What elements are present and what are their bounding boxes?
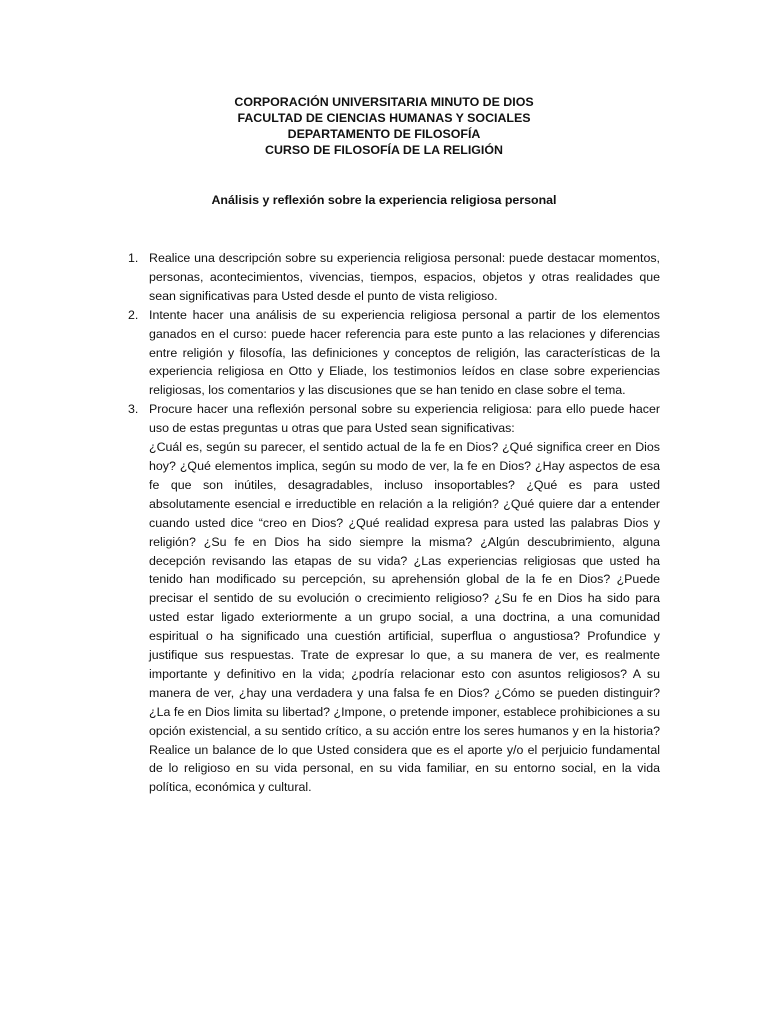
document-header: [0, 94, 768, 158]
header-department: DEPARTAMENTO DE FILOSOFÍA: [287, 127, 481, 141]
document-title: Análisis y reflexión sobre la experiencia religiosa personal: [211, 193, 557, 207]
header-faculty: FACULTAD DE CIENCIAS HUMANAS Y SOCIALES: [237, 111, 531, 125]
list-item-text: [149, 400, 660, 797]
list-item-number: 3.: [128, 402, 139, 417]
list-item-number: 1.: [128, 251, 139, 265]
list-item-text: [149, 306, 660, 401]
list-item: [128, 400, 660, 797]
list-item: [128, 306, 660, 401]
list-item-paragraph: Realice una descripción sobre su experiencia religiosa personal: puede destacar momentos, personas, acontecimientos, vivencias, tiempos, espacios, objetos y otras realidades que sean significativas para Usted desde el punto de vista religioso.: [149, 251, 660, 303]
header-institution: CORPORACIÓN UNIVERSITARIA MINUTO DE DIOS: [234, 95, 534, 109]
list-item: [128, 249, 660, 306]
instruction-list: [128, 249, 660, 797]
list-item-paragraph: Procure hacer una reflexión personal sobre su experiencia religiosa: para ello puede hacer uso de estas preguntas u otras que para Usted sean significativas:: [149, 402, 660, 436]
list-item-number: 2.: [128, 307, 139, 322]
reflection-questions: ¿Cuál es, según su parecer, el sentido actual de la fe en Dios? ¿Qué significa creer en Dios hoy? ¿Qué elementos implica, según su modo de ver, la fe en Dios? ¿Hay aspectos de esa fe que son inútiles, desagradables, incluso insoportables? ¿Qué es para usted absolutamente esencial e irreductible en relación a la religión? ¿Qué quiere dar a entender cuando usted dice “creo en Dios? ¿Qué realidad expresa para usted las palabras Dios y religión? ¿Su fe en Dios ha sido siempre la misma? ¿Algún descubrimiento, alguna decepción revisando las etapas de su vida? ¿Las experiencias religiosas que usted ha tenido han modificado su percepción, su aprehensión global de la fe en Dios? ¿Puede precisar el sentido de su evolución o crecimiento religioso? ¿Su fe en Dios ha sido para usted estar ligado exteriormente a un grupo social, a una doctrina, a una comunidad espiritual o ha significado una cuestión artificial, superflua o angustiosa? Profundice y justifique sus respuestas. Trate de expresar lo que, a su manera de ver, es realmente importante y definitivo en la vida; ¿podría relacionar esto con asuntos religiosos? A su manera de ver, ¿hay una verdadera y una falsa fe en Dios? ¿Cómo se pueden distinguir? ¿La fe en Dios limita su libertad? ¿Impone, o pretende imponer, establece prohibiciones a su opción existencial, a su sentido crítico, a su acción entre los seres humanos y en la historia? Realice un balance de lo que Usted considera que es el aporte y/o el perjuicio fundamental de lo religioso en su vida personal, en su vida familiar, en su entorno social, en la vida política, económica y cultural.: [149, 440, 660, 795]
header-course: CURSO DE FILOSOFÍA DE LA RELIGIÓN: [265, 143, 503, 157]
list-item-paragraph: Intente hacer una análisis de su experiencia religiosa personal a partir de los elementos ganados en el curso: puede hacer referencia para este punto a las relaciones y diferencias entre religión y filosofía, las definiciones y conceptos de religión, las características de la experiencia religiosa en Otto y Eliade, los testimonios leídos en clase sobre experiencias religiosas, los comentarios y las discusiones que se han tenido en clase sobre el tema.: [149, 307, 660, 398]
list-item-text: [149, 249, 660, 306]
